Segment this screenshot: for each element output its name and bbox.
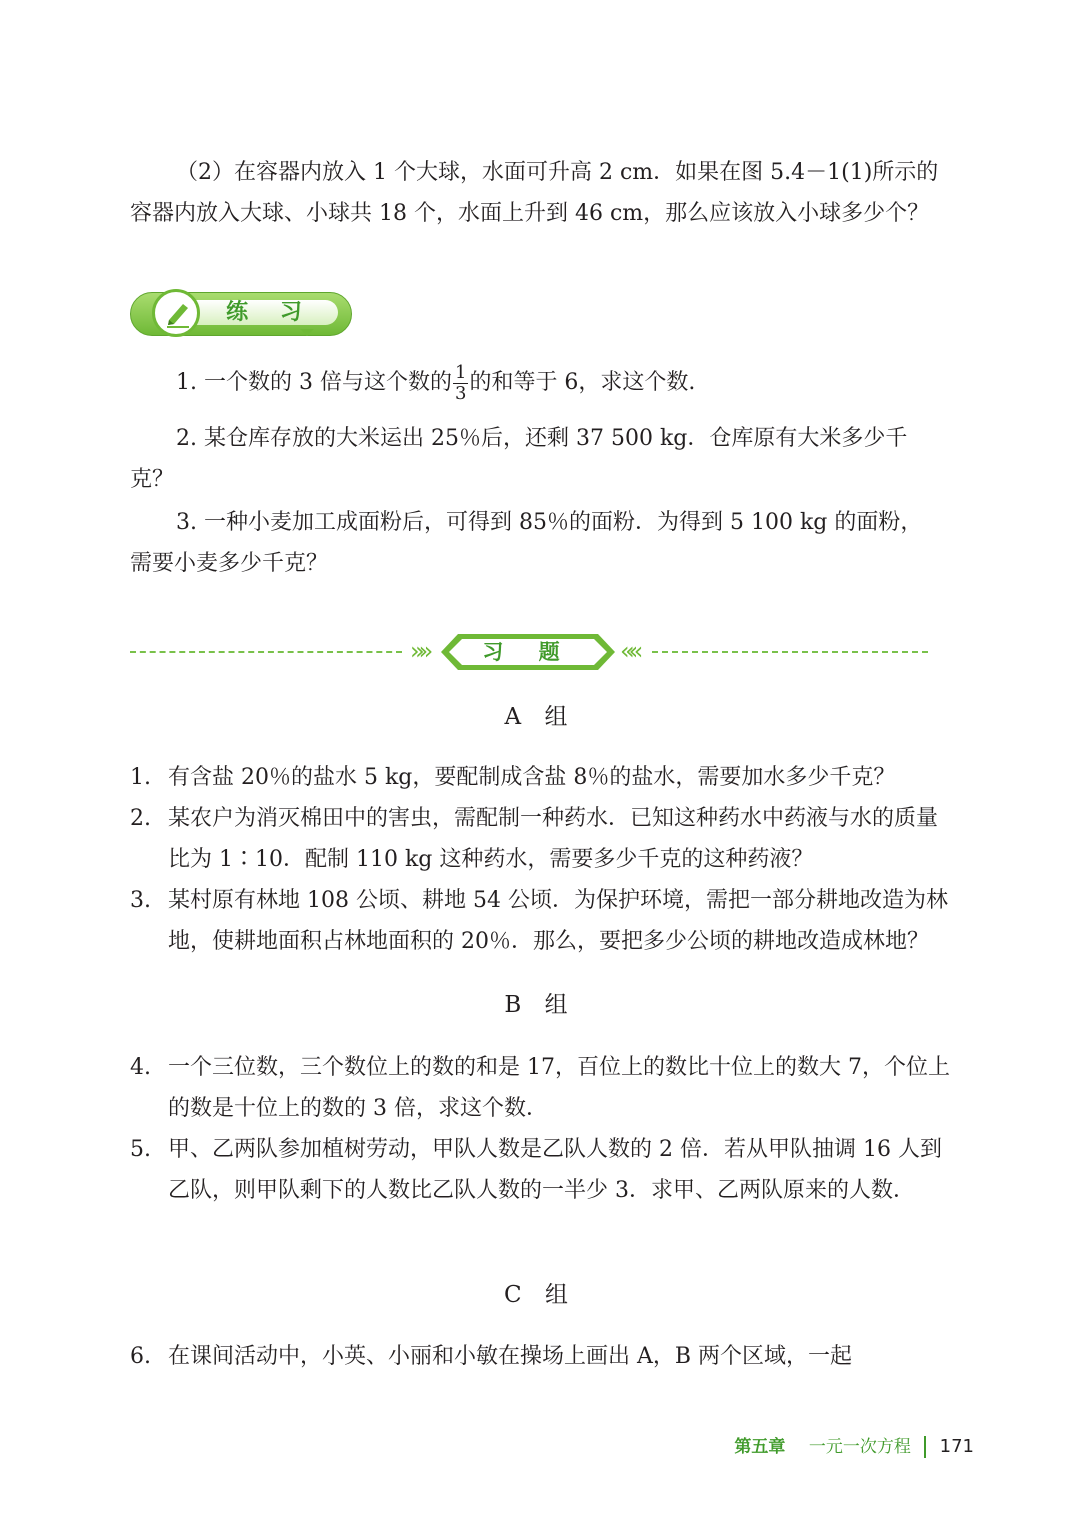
- divider-line-right: [652, 651, 928, 653]
- divider-line-left: [130, 651, 402, 653]
- fraction-numerator: 1: [454, 361, 467, 383]
- practice-item-number: 3.: [176, 510, 197, 535]
- exercise-text: 一个三位数，三个数位上的数的和是 17，百位上的数比十位上的数大 7，个位上的数是十位上的数的 3 倍，求这个数．: [168, 1055, 950, 1121]
- fraction-denominator: 3: [454, 382, 467, 404]
- exercise-text: 某农户为消灭棉田中的害虫，需配制一种药水．已知这种药水中药液与水的质量比为 1∶10．配制 110 kg 这种药水，需要多少千克的这种药液？: [168, 806, 939, 872]
- exercise-text: 甲、乙两队参加植树劳动，甲队人数是乙队人数的 2 倍．若从甲队抽调 16 人到乙队，则甲队剩下的人数比乙队人数的一半少 3．求甲、乙两队原来的人数．: [168, 1137, 942, 1203]
- group-title-a: A 组: [504, 704, 576, 730]
- exercise-text: 在课间活动中，小英、小丽和小敏在操场上画出 A，B 两个区域，一起: [168, 1344, 853, 1369]
- exercise-number: 2.: [130, 806, 151, 831]
- exercise-number: 5.: [130, 1137, 151, 1162]
- chevron-right-icon: »»: [410, 637, 428, 665]
- exercise-number: 3.: [130, 888, 151, 913]
- page-number: 171: [939, 1436, 974, 1457]
- chevron-left-icon: ««: [620, 637, 638, 665]
- practice-item-text: 的和等于 6，求这个数.: [469, 370, 696, 395]
- exercise-text: 某村原有林地 108 公顷、耕地 54 公顷．为保护环境，需把一部分耕地改造为林地，使耕地面积占林地面积的 20％．那么，要把多少公顷的耕地改造成林地？: [168, 888, 948, 954]
- practice-item-text: 某仓库存放的大米运出 25％后，还剩 37 500 kg．仓库原有大米多少千克？: [130, 426, 908, 492]
- exercise-item-2: [130, 798, 950, 880]
- practice-item-text: 一个数的 3 倍与这个数的: [204, 370, 452, 395]
- practice-item-number: 2.: [176, 426, 197, 451]
- intro-paragraph: （2）在容器内放入 1 个大球，水面可升高 2 cm．如果在图 5.4－1(1)所示的容器内放入大球、小球共 18 个，水面上升到 46 cm，那么应该放入小球多少个？: [130, 160, 939, 226]
- practice-item-1: [130, 362, 940, 404]
- practice-item-3: [130, 502, 940, 584]
- practice-banner: [130, 292, 352, 336]
- page-footer: [734, 1432, 974, 1462]
- group-title-b: B 组: [504, 992, 576, 1018]
- exercise-number: 1.: [130, 765, 151, 790]
- exercise-number: 6.: [130, 1344, 151, 1369]
- exercise-item-3: [130, 880, 950, 962]
- practice-title: 练 习: [226, 300, 314, 325]
- footer-chapter: 第五章: [734, 1437, 786, 1457]
- group-title-c: C 组: [504, 1282, 576, 1308]
- exercise-text: 有含盐 20％的盐水 5 kg，要配制成含盐 8％的盐水，需要加水多少千克？: [168, 765, 896, 790]
- exercise-item-4: [130, 1047, 950, 1129]
- practice-item-2: [130, 418, 940, 500]
- exercises-title: 习 题: [482, 640, 574, 664]
- exercises-badge: [440, 633, 616, 671]
- exercise-item-6: [130, 1336, 950, 1377]
- footer-separator: [924, 1436, 926, 1458]
- footer-chapter-title: 一元一次方程: [808, 1437, 911, 1457]
- practice-item-text: 一种小麦加工成面粉后，可得到 85％的面粉．为得到 5 100 kg 的面粉，需要小麦多少千克？: [130, 510, 923, 576]
- exercise-number: 4.: [130, 1055, 151, 1080]
- pencil-icon: [163, 298, 193, 328]
- fraction-one-third: [453, 363, 468, 404]
- practice-item-number: 1.: [176, 370, 197, 395]
- exercise-item-1: [130, 757, 950, 798]
- exercise-item-5: [130, 1129, 950, 1211]
